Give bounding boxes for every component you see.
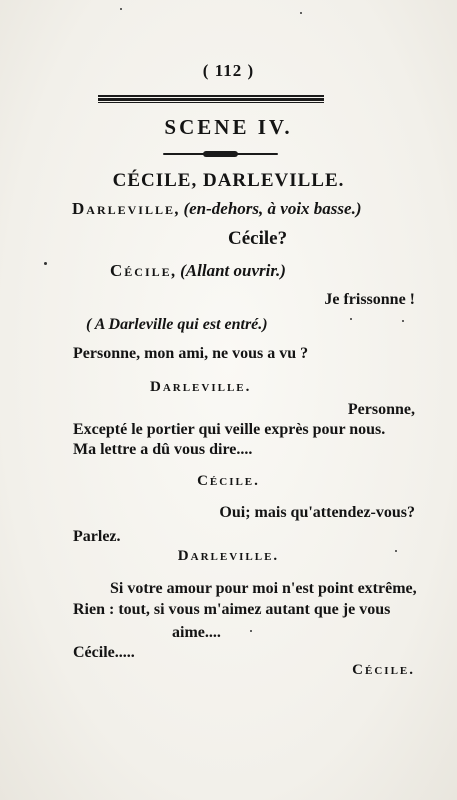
ink-speck bbox=[300, 12, 302, 14]
page-number: ( 112 ) bbox=[202, 61, 255, 80]
stage-line-1 bbox=[72, 200, 361, 217]
dialogue-line: Personne, bbox=[347, 401, 415, 418]
speaker-name: Cécile bbox=[110, 261, 172, 280]
ink-speck bbox=[44, 262, 47, 265]
ink-speck bbox=[120, 8, 122, 10]
speaker-name: Cécile. bbox=[352, 662, 415, 678]
stage-line-2 bbox=[110, 262, 286, 279]
ink-speck bbox=[250, 630, 252, 632]
ink-speck bbox=[350, 318, 352, 320]
dialogue-line: Oui; mais qu'attendez-vous? bbox=[219, 504, 415, 521]
stage-direction: , (Allant ouvrir.) bbox=[171, 261, 286, 280]
scene-heading: SCENE IV. bbox=[164, 115, 293, 139]
header-rule bbox=[98, 95, 324, 103]
ink-speck bbox=[395, 550, 397, 552]
dialogue-line: Rien : tout, si vous m'aimez autant que je vous bbox=[73, 601, 391, 618]
speaker-name: Darleville. bbox=[177, 548, 280, 564]
stage-direction: , (en-dehors, à voix basse.) bbox=[174, 199, 362, 218]
dialogue-line: Si votre amour pour moi n'est point extrême, bbox=[110, 580, 417, 597]
dialogue-line: Parlez. bbox=[73, 528, 121, 545]
dialogue-line: Excepté le portier qui veille exprès pour nous. bbox=[73, 421, 386, 438]
character-list: CÉCILE, DARLEVILLE. bbox=[112, 170, 345, 191]
speaker-name: Cécile. bbox=[197, 473, 260, 489]
dialogue-line: Personne, mon ami, ne vous a vu ? bbox=[73, 345, 309, 362]
ink-speck bbox=[402, 320, 404, 322]
dialogue-line: Je frissonne ! bbox=[324, 291, 415, 308]
ornament-divider bbox=[163, 151, 278, 157]
speaker-name: Darleville bbox=[72, 199, 175, 218]
dialogue-line: aime.... bbox=[172, 624, 221, 641]
dialogue-line: Ma lettre a dû vous dire.... bbox=[73, 441, 253, 458]
dialogue-line: Cécile? bbox=[228, 228, 288, 249]
speaker-name: Darleville. bbox=[150, 379, 252, 395]
dialogue-line: Cécile..... bbox=[73, 644, 135, 661]
stage-direction: ( A Darleville qui est entré.) bbox=[86, 316, 268, 333]
